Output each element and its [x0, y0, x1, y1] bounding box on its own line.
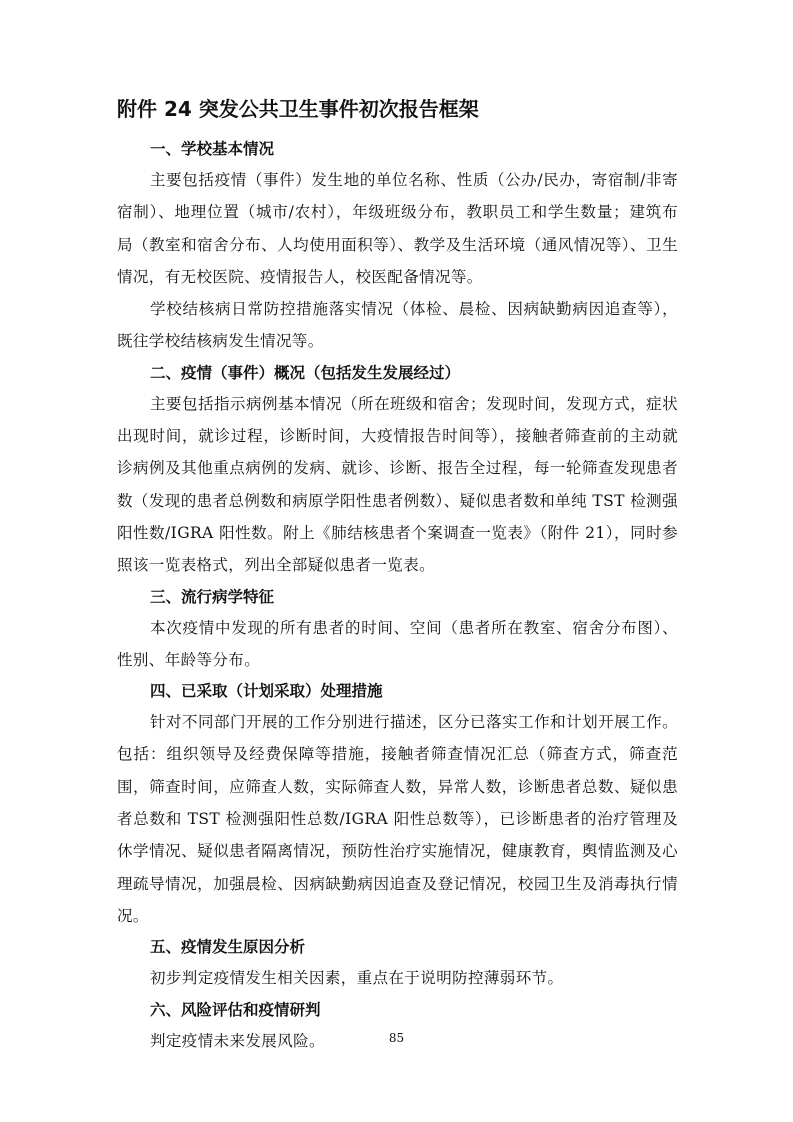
section-school-basic-info: [117, 134, 678, 358]
section-cause-analysis: [117, 932, 678, 994]
section-measures-taken: [117, 676, 678, 932]
section-heading: 一、学校基本情况: [150, 140, 275, 158]
section-heading: 二、疫情（事件）概况（包括发生发展经过）: [150, 363, 461, 382]
body-paragraph: 针对不同部门开展的工作分别进行描述，区分已落实工作和计划开展工作。包括：组织领导及经费保障等措施，接触者筛查情况汇总（筛查方式，筛查范围，筛查时间，应筛查人数，实际筛查人数，异常人数，诊断患者总数、疑似患者总数和 TST 检测强阳性总数/IGRA 阳性总数等），已诊断患者的治疗管理及休学情况、疑似患者隔离情况，预防性治疗实施情况，健康教育，舆情监测及心理疏导情况，加强晨检、因病缺勤病因追查及登记情况，校园卫生及消毒执行情况。: [117, 713, 678, 925]
document-body: [117, 134, 678, 1057]
section-heading: 四、已采取（计划采取）处理措施: [150, 682, 383, 701]
section-heading: 五、疫情发生原因分析: [150, 938, 306, 957]
section-epidemiological-features: [117, 582, 678, 677]
body-paragraph: 学校结核病日常防控措施落实情况（体检、晨检、因病缺勤病因追查等），既往学校结核病发生情况等。: [117, 300, 678, 351]
body-paragraph: 判定疫情未来发展风险。: [150, 1031, 325, 1050]
body-paragraph: 初步判定疫情发生相关因素，重点在于说明防控薄弱环节。: [150, 969, 564, 988]
section-outbreak-overview: [117, 358, 678, 582]
body-paragraph: 主要包括指示病例基本情况（所在班级和宿舍；发现时间，发现方式，症状出现时间，就诊过程，诊断时间，大疫情报告时间等），接触者筛查前的主动就诊病例及其他重点病例的发病、就诊、诊断、报告全过程，每一轮筛查发现患者数（发现的患者总例数和病原学阳性患者例数）、疑似患者数和单纯 TST 检测强阳性数/IGRA 阳性数。附上《肺结核患者个案调查一览表》（附件 21），同时参照该一览表格式，列出全部疑似患者一览表。: [117, 394, 678, 575]
section-heading: 六、风险评估和疫情研判: [150, 1000, 321, 1019]
section-risk-assessment: [117, 995, 678, 1057]
body-paragraph: 主要包括疫情（事件）发生地的单位名称、性质（公办/民办，寄宿制/非寄宿制）、地理位置（城市/农村），年级班级分布，教职员工和学生数量；建筑布局（教室和宿舍分布、人均使用面积等）、教学及生活环境（通风情况等）、卫生情况，有无校医院、疫情报告人，校医配备情况等。: [117, 171, 678, 286]
section-heading: 三、流行病学特征: [150, 587, 275, 606]
page-number: 85: [388, 1031, 405, 1045]
document-title: 附件 24 突发公共卫生事件初次报告框架: [117, 97, 479, 121]
body-paragraph: 本次疫情中发现的所有患者的时间、空间（患者所在教室、宿舍分布图）、性别、年龄等分布。: [117, 618, 678, 669]
